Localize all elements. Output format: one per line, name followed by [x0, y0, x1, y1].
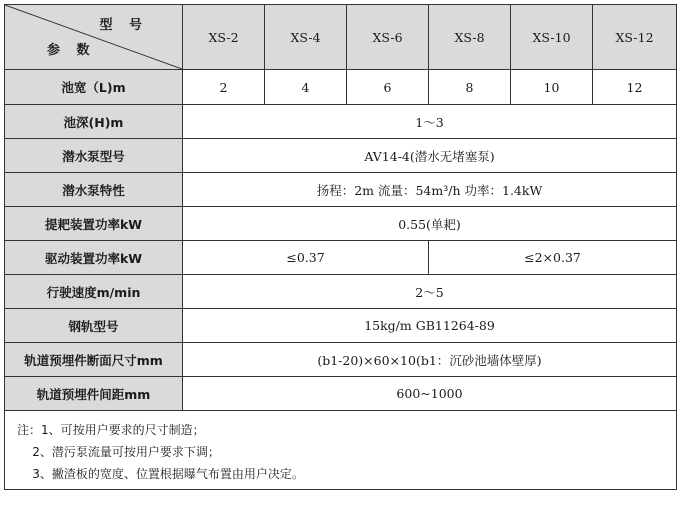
model-xs4: XS-4 — [265, 5, 347, 70]
diagonal-line — [5, 5, 182, 69]
width-value: 8 — [429, 70, 511, 105]
label-depth: 池深(H)m — [5, 105, 183, 139]
model-label: 型 号 — [99, 18, 148, 33]
drive-power-right: ≤2×0.37 — [429, 241, 677, 275]
model-xs2: XS-2 — [183, 5, 265, 70]
model-xs6: XS-6 — [347, 5, 429, 70]
label-width: 池宽（L)m — [5, 70, 183, 105]
param-label: 参 数 — [47, 43, 96, 58]
drive-power-left: ≤0.37 — [183, 241, 429, 275]
spec-table — [4, 4, 677, 490]
label-rail-model: 钢轨型号 — [5, 309, 183, 343]
row-notes — [5, 411, 677, 490]
model-xs12: XS-12 — [593, 5, 677, 70]
label-embed-size: 轨道预埋件断面尺寸mm — [5, 343, 183, 377]
label-rake-power: 提耙装置功率kW — [5, 207, 183, 241]
row-pump-model — [5, 139, 677, 173]
row-embed-spacing — [5, 377, 677, 411]
note-2: 2、潜污泵流量可按用户要求下调； — [17, 445, 220, 459]
label-drive-power: 驱动装置功率kW — [5, 241, 183, 275]
row-embed-size — [5, 343, 677, 377]
pump-model-value: AV14-4(潜水无堵塞泵) — [183, 139, 677, 173]
label-pump-char: 潜水泵特性 — [5, 173, 183, 207]
width-value: 6 — [347, 70, 429, 105]
rake-power-value: 0.55(单耙) — [183, 207, 677, 241]
embed-size-value: (b1-20)×60×10(b1：沉砂池墙体壁厚) — [183, 343, 677, 377]
pump-char-value: 扬程：2m 流量：54m³/h 功率：1.4kW — [183, 173, 677, 207]
row-width — [5, 70, 677, 105]
row-pump-char — [5, 173, 677, 207]
row-rake-power — [5, 207, 677, 241]
width-value: 2 — [183, 70, 265, 105]
note-1: 注：1、可按用户要求的尺寸制造； — [17, 423, 205, 437]
label-speed: 行驶速度m/min — [5, 275, 183, 309]
note-3: 3、撇渣板的宽度、位置根据曝气布置由用户决定。 — [17, 467, 304, 481]
row-drive-power — [5, 241, 677, 275]
model-xs10: XS-10 — [511, 5, 593, 70]
header-row — [5, 5, 677, 70]
row-depth — [5, 105, 677, 139]
notes-cell — [5, 411, 677, 490]
model-xs8: XS-8 — [429, 5, 511, 70]
row-speed — [5, 275, 677, 309]
label-pump-model: 潜水泵型号 — [5, 139, 183, 173]
label-embed-spacing: 轨道预埋件间距mm — [5, 377, 183, 411]
embed-spacing-value: 600~1000 — [183, 377, 677, 411]
width-value: 4 — [265, 70, 347, 105]
depth-value: 1～3 — [183, 105, 677, 139]
speed-value: 2～5 — [183, 275, 677, 309]
width-value: 12 — [593, 70, 677, 105]
row-rail-model — [5, 309, 677, 343]
width-value: 10 — [511, 70, 593, 105]
header-diagonal-cell — [5, 5, 183, 70]
rail-model-value: 15kg/m GB11264-89 — [183, 309, 677, 343]
